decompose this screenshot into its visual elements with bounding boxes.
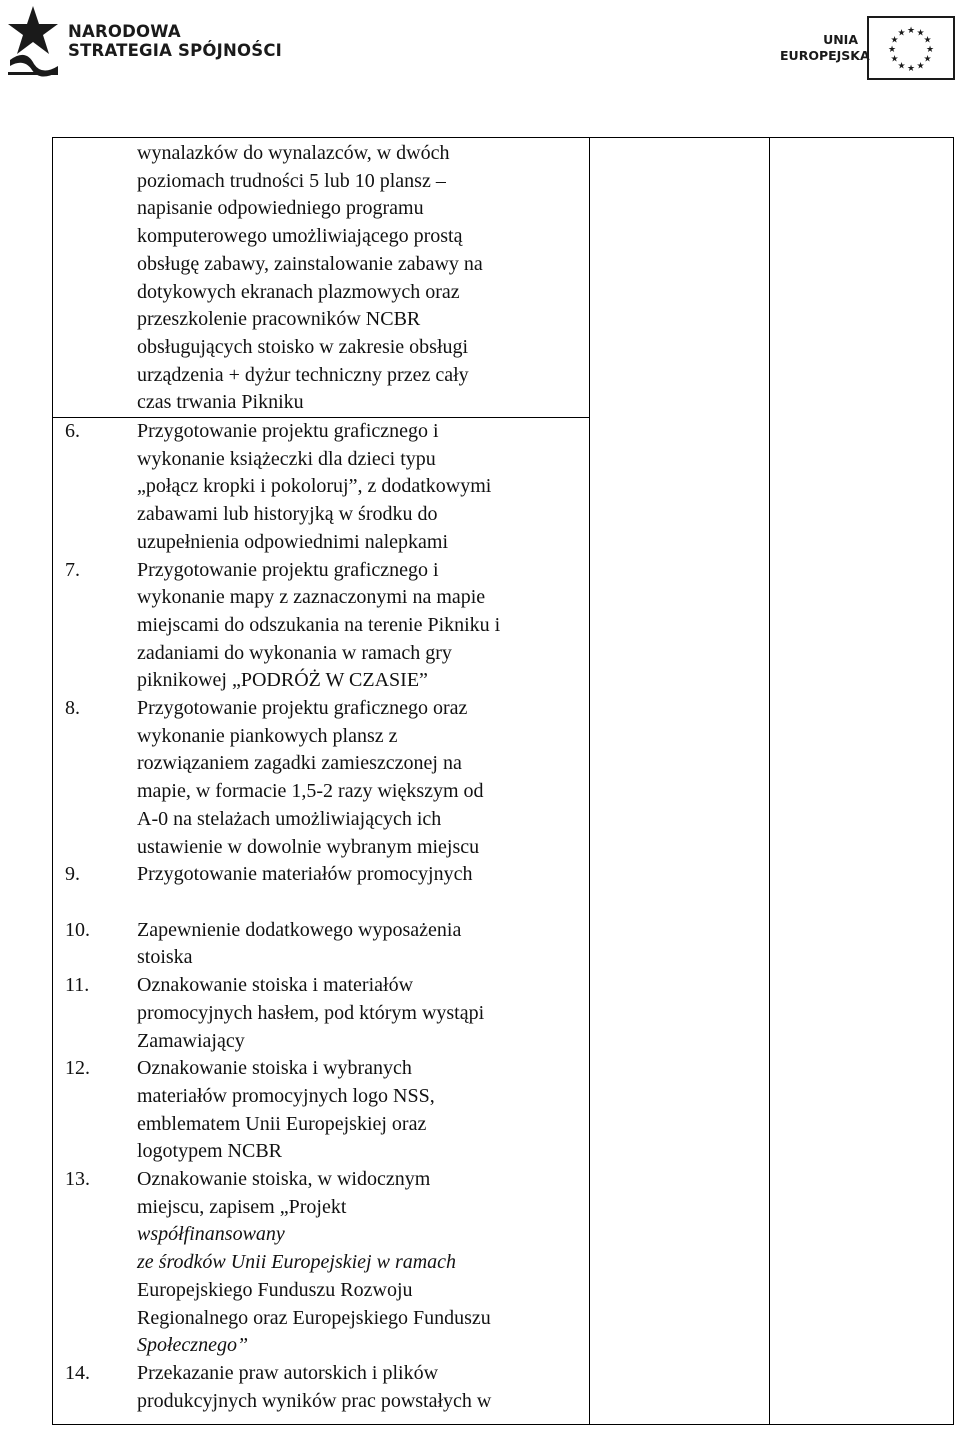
list-item (53, 557, 589, 696)
continuation-text (53, 138, 589, 417)
item-line: Przygotowanie projektu graficznego i (137, 558, 439, 581)
eu-wordmark (780, 32, 870, 64)
item-line: współfinansowany (137, 1223, 285, 1246)
eu-line-1: UNIA (823, 32, 858, 47)
specification-table (52, 137, 954, 1425)
continuation-line: napisanie odpowiedniego programu (137, 197, 424, 220)
item-line: uzupełnienia odpowiednimi nalepkami (137, 530, 449, 553)
item-number: 9. (65, 863, 80, 886)
item-line: mapie, w formacie 1,5-2 razy większym od (137, 780, 484, 803)
eu-line-2: EUROPEJSKA (780, 48, 870, 63)
item-line: Regionalnego oraz Europejskiego Funduszu (137, 1306, 491, 1329)
item-line: zabawami lub historyjką w środku do (137, 503, 438, 526)
item-text (137, 557, 589, 696)
svg-text:★: ★ (906, 64, 916, 74)
item-text (137, 861, 589, 916)
item-line: wykonanie książeczki dla dzieci typu (137, 447, 436, 470)
item-number: 10. (65, 918, 90, 941)
item-line: A-0 na stelażach umożliwiających ich (137, 807, 442, 830)
item-line: Przygotowanie projektu graficznego i (137, 420, 439, 443)
item-line: „połącz kropki i pokoloruj”, z dodatkowymi (137, 475, 492, 498)
item-text (137, 917, 589, 972)
item-line: Zapewnienie dodatkowego wyposażenia (137, 918, 462, 941)
items-cell (53, 418, 590, 1425)
item-text (137, 972, 589, 1055)
item-line: Przygotowanie materiałów promocyjnych (137, 863, 473, 886)
item-line: miejscami do odszukania na terenie Pikniku i (137, 613, 501, 636)
item-line: Oznakowanie stoiska i materiałów (137, 974, 414, 997)
item-line: promocyjnych hasłem, pod którym wystąpi (137, 1001, 485, 1024)
continuation-line: obsługujących stoisko w zakresie obsługi (137, 335, 469, 358)
svg-text:★: ★ (923, 35, 932, 46)
svg-text:★: ★ (906, 26, 916, 36)
empty-column-cell (590, 138, 770, 1425)
item-text (137, 418, 589, 557)
list-item (53, 695, 589, 861)
list-item (53, 861, 589, 916)
item-line: zadaniami do wykonania w ramach gry (137, 641, 452, 664)
svg-text:★: ★ (887, 45, 897, 55)
item-line: wykonanie piankowych plansz z (137, 724, 398, 747)
item-line: Oznakowanie stoiska, w widocznym (137, 1168, 431, 1191)
empty-column-cell (770, 138, 954, 1425)
item-number: 14. (65, 1361, 90, 1384)
list-item (53, 972, 589, 1055)
item-number: 11. (65, 974, 90, 997)
table-row (53, 138, 954, 418)
eu-flag-icon (867, 16, 955, 80)
svg-text:★: ★ (890, 35, 899, 46)
continuation-line: wynalazków do wynalazców, w dwóch (137, 142, 450, 164)
item-line (137, 889, 589, 917)
item-line: logotypem NCBR (137, 1140, 283, 1163)
svg-text:★: ★ (897, 28, 906, 39)
list-item (53, 1166, 589, 1360)
item-line: emblematem Unii Europejskiej oraz (137, 1112, 427, 1135)
item-text (137, 1055, 589, 1166)
continuation-line: obsługę zabawy, zainstalowanie zabawy na (137, 252, 483, 275)
item-line: ze środków Unii Europejskiej w ramach (137, 1251, 457, 1274)
item-line: wykonanie mapy z zaznaczonymi na mapie (137, 586, 486, 609)
item-line: Przekazanie praw autorskich i plików (137, 1361, 439, 1384)
nss-line-1: NARODOWA (68, 22, 181, 41)
item-line: piknikowej „PODRÓŻ W CZASIE” (137, 669, 428, 692)
nss-line-2: STRATEGIA SPÓJNOŚCI (68, 41, 282, 60)
svg-text:★: ★ (897, 61, 906, 72)
item-line: Społecznego” (137, 1334, 249, 1357)
item-text (137, 1166, 589, 1360)
item-line: produkcyjnych wyników prac powstałych w (137, 1389, 492, 1412)
svg-text:★: ★ (916, 61, 925, 72)
continuation-line: dotykowych ekranach plazmowych oraz (137, 280, 460, 303)
item-line: rozwiązaniem zagadki zamieszczonej na (137, 752, 462, 775)
continuation-line: komputerowego umożliwiającego prostą (137, 225, 463, 248)
item-number: 12. (65, 1057, 90, 1080)
item-line: Przygotowanie projektu graficznego oraz (137, 697, 468, 720)
item-line: ustawienie w dowolnie wybranym miejscu (137, 835, 480, 858)
nss-logo-block (4, 2, 282, 80)
list-item (53, 1360, 589, 1415)
item-line: Europejskiego Funduszu Rozwoju (137, 1278, 413, 1301)
eu-logo-block (780, 14, 956, 82)
nss-star-logo-icon (4, 2, 62, 78)
item-number: 6. (65, 420, 80, 443)
nss-wordmark (68, 22, 282, 60)
item-line: miejscu, zapisem „Projekt (137, 1195, 347, 1218)
continuation-line: przeszkolenie pracowników NCBR (137, 308, 421, 331)
svg-text:★: ★ (923, 54, 932, 65)
item-number: 8. (65, 697, 80, 720)
svg-text:★: ★ (890, 54, 899, 65)
item-line: materiałów promocyjnych logo NSS, (137, 1084, 435, 1107)
item-number: 13. (65, 1168, 90, 1191)
description-cell (53, 138, 590, 418)
list-item (53, 418, 589, 557)
list-item (53, 917, 589, 972)
svg-text:★: ★ (916, 28, 925, 39)
item-line: stoiska (137, 946, 193, 969)
item-text (137, 695, 589, 861)
svg-text:★: ★ (925, 45, 935, 55)
item-line: Oznakowanie stoiska i wybranych (137, 1057, 412, 1080)
item-number: 7. (65, 558, 80, 581)
continuation-line: poziomach trudności 5 lub 10 plansz – (137, 169, 446, 192)
continuation-line: urządzenia + dyżur techniczny przez cały (137, 363, 469, 386)
continuation-line: czas trwania Pikniku (137, 391, 304, 414)
items-list (53, 418, 589, 1415)
list-item (53, 1055, 589, 1166)
item-line: Zamawiający (137, 1029, 245, 1052)
item-text (137, 1360, 589, 1415)
